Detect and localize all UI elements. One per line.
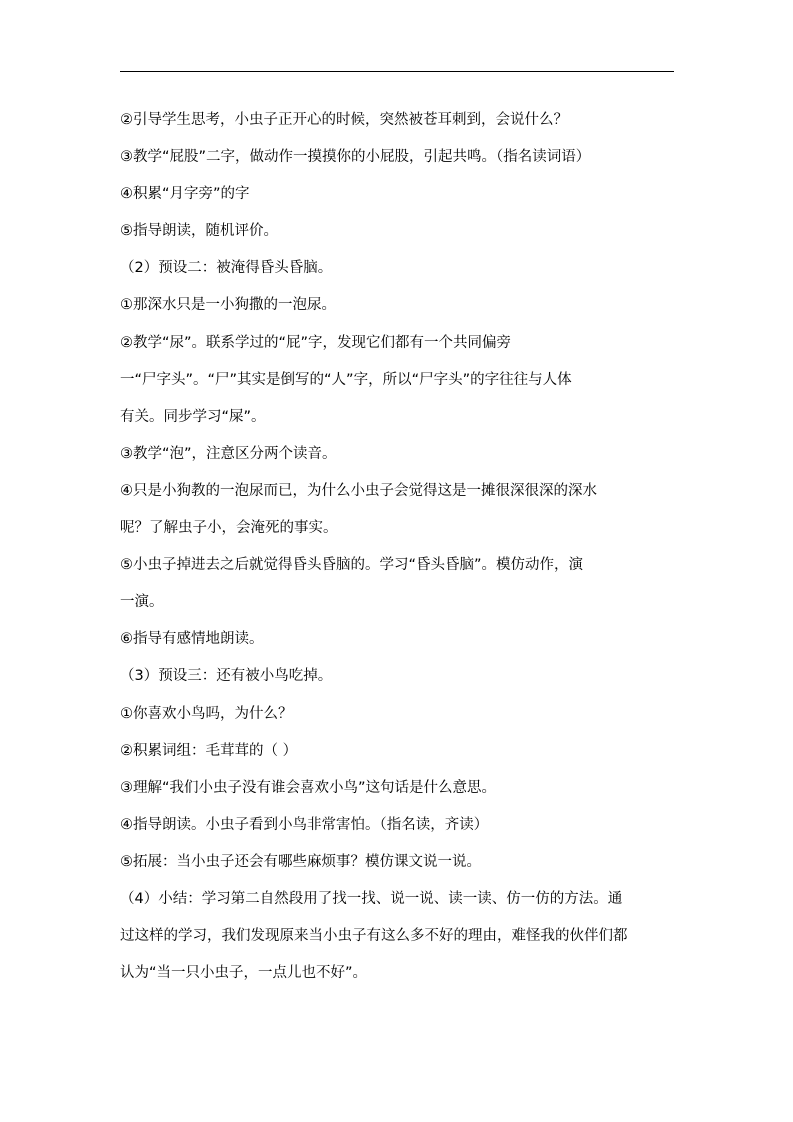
text-line: 一“尸字头”。“尸”其实是倒写的“人”字，所以“尸字头”的字往往与人体 <box>120 371 572 388</box>
text-line: ⑤指导朗读，随机评价。 <box>120 223 278 240</box>
text-line: ②积累词组：毛茸茸的（ ） <box>120 742 298 759</box>
text-line: ④只是小狗教的一泡尿而已，为什么小虫子会觉得这是一摊很深很深的深水 <box>120 482 597 499</box>
section-heading: （2）预设二：被淹得昏头昏脑。 <box>120 260 333 277</box>
text-line: 呢？了解虫子小，会淹死的事实。 <box>120 520 338 537</box>
text-line: ⑤拓展：当小虫子还会有哪些麻烦事？模仿课文说一说。 <box>120 853 481 870</box>
text-line: ③教学“屁股”二字，做动作一摸摸你的小屁股，引起共鸣。（指名读词语） <box>120 149 591 166</box>
text-line: ②教学“尿”。联系学过的“屁”字，发现它们都有一个共同偏旁 <box>120 334 512 351</box>
section-heading: （4）小结：学习第二自然段用了找一找、说一说、读一读、仿一仿的方法。通 <box>120 890 623 907</box>
text-line: ⑥指导有感情地朗读。 <box>120 631 264 648</box>
text-line: ⑤小虫子掉进去之后就觉得昏头昏脑的。学习“昏头昏脑”。模仿动作，演 <box>120 557 584 574</box>
text-line: ③教学“泡”，注意区分两个读音。 <box>120 445 337 462</box>
text-line: 有关。同步学习“屎”。 <box>120 408 266 425</box>
text-line: ②引导学生思考，小虫子正开心的时候，突然被苍耳刺到，会说什么？ <box>120 112 568 128</box>
text-line: 认为“当一只小虫子，一点儿也不好”。 <box>120 965 368 982</box>
text-line: 一演。 <box>120 594 164 611</box>
text-line: 过这样的学习，我们发现原来当小虫子有这么多不好的理由，难怪我的伙伴们都 <box>120 928 628 945</box>
document-body <box>120 102 676 992</box>
text-line: ④积累“月字旁”的字 <box>120 186 250 203</box>
text-line: ①那深水只是一小狗撒的一泡尿。 <box>120 297 336 314</box>
text-line: ③理解“我们小虫子没有谁会喜欢小鸟”这句话是什么意思。 <box>120 779 497 796</box>
section-heading: （3）预设三：还有被小鸟吃掉。 <box>120 668 333 685</box>
header-rule <box>120 71 674 72</box>
text-line: ④指导朗读。小虫子看到小鸟非常害怕。（指名读，齐读） <box>120 816 489 833</box>
text-line: ①你喜欢小鸟吗，为什么？ <box>120 705 293 722</box>
